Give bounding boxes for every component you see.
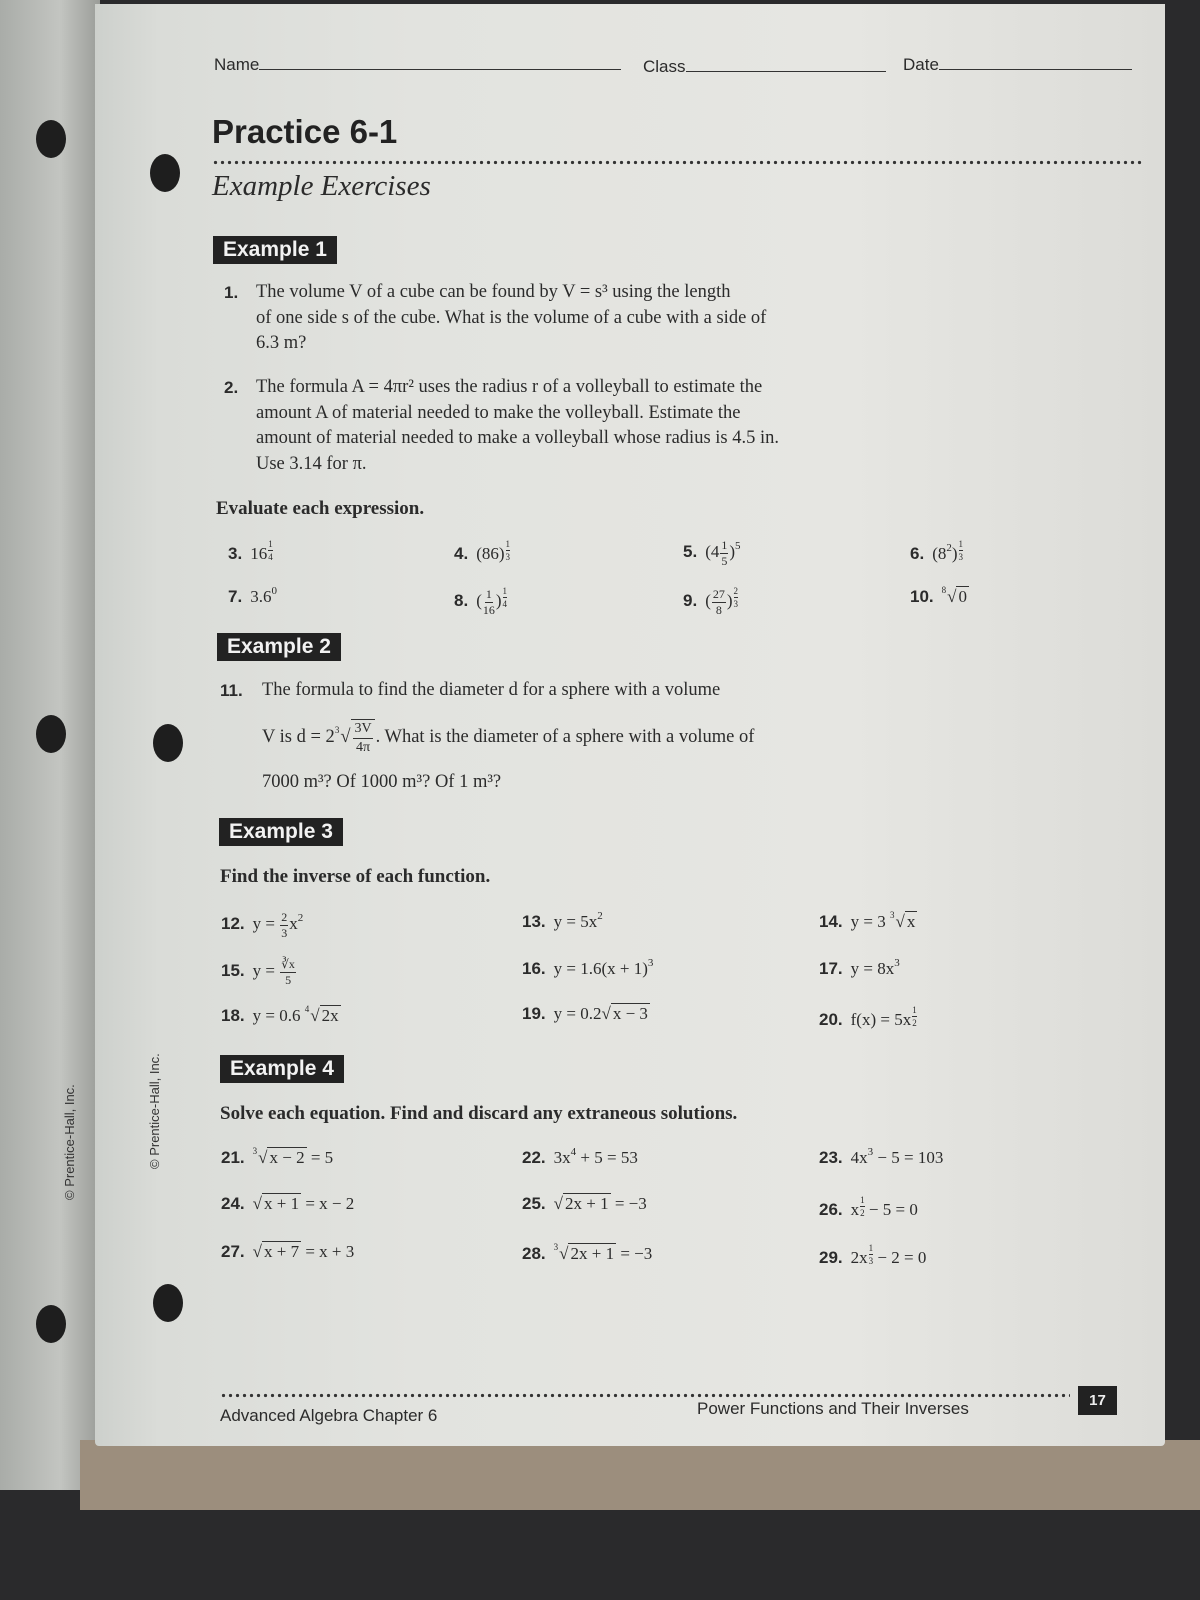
expr-text: ) [951, 544, 958, 563]
exercise-number: 17. [819, 959, 843, 978]
question-11-line2 [262, 718, 754, 757]
exercise-item [819, 957, 900, 979]
expression [252, 910, 304, 940]
date-label: Date [903, 55, 939, 74]
numerator: 1 [505, 539, 511, 549]
expression [250, 587, 277, 606]
radical-sign-icon: √ [258, 1148, 268, 1167]
radical-sign-icon: √ [947, 587, 957, 606]
page-copyright: © Prentice-Hall, Inc. [147, 1053, 162, 1169]
exercise-item [683, 538, 741, 569]
example-3-label: Example 3 [219, 818, 343, 846]
fractional-exponent [912, 1004, 917, 1029]
exercise-item [819, 1004, 917, 1030]
question-2-text [256, 375, 779, 477]
radicand: x − 2 [269, 1148, 305, 1167]
footer-chapter: Power Functions and Their Inverses [697, 1399, 969, 1418]
exercise-number: 21. [221, 1148, 245, 1167]
radicand: 2x + 1 [564, 1194, 609, 1213]
expr-text: ( [705, 591, 711, 610]
exercise-item [522, 1194, 647, 1214]
expr-text: = x − 2 [301, 1194, 355, 1213]
exercise-item [522, 1004, 650, 1024]
solve-instruction: Solve each equation. Find and discard any extraneous solutions. [220, 1103, 738, 1124]
radical-sign-icon: √ [340, 727, 351, 747]
fractional-exponent [959, 538, 964, 563]
inverse-instruction: Find the inverse of each function. [220, 866, 491, 887]
numerator: 1 [485, 586, 492, 601]
cover-copyright: © Prentice-Hall, Inc. [62, 1084, 77, 1200]
numerator: 2 [281, 910, 288, 924]
radical [601, 1004, 649, 1023]
radicand: 0 [958, 587, 967, 606]
radical-sign-icon: √ [553, 1194, 563, 1213]
radical [253, 1148, 307, 1167]
expr-text: = −3 [610, 1194, 647, 1213]
expr-text: = x + 3 [301, 1242, 355, 1261]
exercise-number: 15. [221, 961, 245, 981]
expression [851, 912, 918, 931]
exponent: 5 [735, 540, 741, 553]
fractional-exponent [734, 585, 739, 610]
exercise-item [819, 910, 917, 932]
page-hole [153, 1284, 183, 1322]
expression [932, 539, 964, 563]
expression [851, 1148, 944, 1167]
expr-text: = −3 [616, 1244, 653, 1263]
expr-text: y = 5x [553, 912, 598, 931]
expr-text: − 5 = 103 [873, 1148, 944, 1167]
exercise-number: 4. [454, 544, 469, 563]
expr-text: ) [495, 591, 502, 610]
exponent: 4 [570, 1146, 577, 1158]
exercise-item [228, 585, 277, 607]
exercise-number: 13. [522, 912, 546, 931]
expr-text: 3x [553, 1148, 571, 1167]
expr-text: − 2 = 0 [873, 1248, 927, 1267]
exercise-item [221, 910, 303, 941]
exercise-number: 19. [522, 1004, 546, 1023]
expression [554, 1004, 650, 1023]
numerator: 1 [860, 1195, 865, 1205]
fraction [280, 957, 296, 988]
denominator: 4 [268, 552, 273, 562]
expr-text: x [850, 1200, 860, 1219]
exercise-number: 29. [819, 1248, 843, 1267]
expression [252, 957, 297, 987]
exercise-number: 26. [819, 1200, 843, 1219]
exercise-number: 28. [522, 1244, 546, 1263]
page-hole [150, 154, 180, 192]
expr-text: − 5 = 0 [864, 1200, 918, 1219]
page-subtitle: Example Exercises [212, 170, 431, 202]
footer-divider [220, 1393, 1070, 1398]
exercise-item [819, 1146, 943, 1168]
binder-hole [36, 120, 66, 158]
radical-sign-icon: √ [252, 1194, 262, 1213]
expr-text: = 5 [306, 1148, 334, 1167]
numerator: 27 [712, 586, 725, 601]
denominator: 3 [958, 552, 964, 562]
question-11-line1: The formula to find the diameter d for a sphere with a volume [262, 680, 721, 700]
page-title: Practice 6-1 [212, 113, 398, 150]
root-index: 4 [304, 1004, 310, 1014]
root-index: 8 [941, 585, 947, 595]
class-field[interactable] [643, 57, 886, 77]
denominator: 2 [912, 1018, 917, 1028]
exercise-number: 10. [910, 587, 934, 606]
text: V is d = 2 [262, 727, 335, 747]
expression [942, 587, 969, 606]
radicand: x − 3 [612, 1004, 648, 1023]
denominator: 16 [482, 602, 495, 617]
exponent: 3 [867, 1146, 874, 1158]
question-1-text [256, 280, 766, 357]
text: . What is the diameter of a sphere with a volume of [375, 727, 755, 747]
fractional-exponent [503, 585, 508, 610]
denominator: 4 [502, 599, 508, 609]
example-1-label: Example 1 [213, 236, 337, 264]
exercise-number: 6. [910, 544, 925, 563]
radical [554, 1194, 611, 1213]
root-index: 3 [252, 1146, 258, 1156]
numerator: 1 [868, 1243, 874, 1253]
radicand: x [906, 912, 916, 931]
expr-text: + 5 = 53 [576, 1148, 638, 1167]
radical [253, 1194, 301, 1213]
expr-text: 2x [850, 1248, 868, 1267]
denominator: 3 [281, 926, 288, 940]
expression [554, 1244, 653, 1263]
exercise-item [522, 957, 653, 979]
radical [890, 912, 917, 931]
expr-text: y = [252, 914, 280, 934]
expression [253, 1242, 355, 1261]
exercise-number: 5. [683, 542, 698, 562]
denominator: 4π [355, 739, 371, 755]
exponent: 2 [597, 910, 603, 922]
exponent: 2 [946, 542, 952, 554]
date-field[interactable] [903, 55, 1132, 75]
numerator: 1 [502, 586, 508, 596]
expression [554, 1148, 638, 1167]
expr-text: 16 [250, 544, 268, 563]
fractional-exponent [268, 538, 273, 563]
expr-text: 3.6 [250, 587, 272, 606]
title-divider [212, 160, 1142, 165]
question-number: 2. [224, 378, 239, 397]
question-11-line3: 7000 m³? Of 1000 m³? Of 1 m³? [262, 772, 502, 792]
radical-sign-icon: √ [310, 1006, 320, 1025]
expression [705, 586, 739, 617]
exercise-number: 23. [819, 1148, 843, 1167]
exercise-item [522, 1146, 638, 1168]
exercise-item [819, 1194, 918, 1220]
exercise-number: 7. [228, 587, 243, 606]
exponent: 3 [894, 957, 900, 969]
exercise-item [221, 1194, 354, 1214]
exercise-number: 9. [683, 591, 698, 610]
exercise-item [522, 910, 603, 932]
exponent: 0 [271, 585, 277, 597]
expr-text: y = 3 [850, 912, 890, 931]
expression [476, 539, 511, 563]
numerator: 1 [268, 539, 273, 549]
expression [850, 1195, 918, 1219]
denominator: 2 [860, 1208, 865, 1218]
radicand: x + 1 [263, 1194, 300, 1213]
example-2-label: Example 2 [217, 633, 341, 661]
denominator: 5 [285, 973, 292, 987]
text-line: amount of material needed to make a volleyball whose radius is 4.5 in. [256, 428, 779, 448]
exponent: 3 [647, 957, 654, 969]
question-2 [224, 375, 246, 402]
expr-text: ) [726, 591, 733, 610]
question-1 [224, 280, 246, 307]
fraction [720, 538, 728, 569]
expr-text: y = 0.6 [252, 1006, 305, 1025]
expr-text: y = 0.2 [553, 1004, 602, 1023]
exercise-number: 22. [522, 1148, 546, 1167]
denominator: 3 [733, 599, 739, 609]
expr-text: y = 1.6(x + 1) [553, 959, 648, 978]
expr-text: (86) [476, 544, 505, 563]
text-line: The volume V of a cube can be found by V = s³ using the length [256, 282, 731, 302]
page-hole [153, 724, 183, 762]
fraction [712, 587, 726, 618]
expr-text: x [289, 914, 298, 934]
exercise-number: 3. [228, 544, 243, 563]
root-index: 3 [889, 910, 895, 920]
expr-text: y = 8x [850, 959, 895, 978]
fraction [483, 587, 495, 618]
exercise-item [221, 1242, 354, 1262]
binder-hole [36, 715, 66, 753]
text-line: 6.3 m? [256, 333, 307, 353]
exercise-item [221, 1004, 341, 1026]
denominator: 3 [868, 1256, 874, 1266]
exercise-item [819, 1242, 926, 1268]
radical [554, 1244, 616, 1263]
exercise-item [910, 585, 969, 607]
name-label: Name [214, 55, 260, 74]
expr-text: y = [252, 961, 280, 981]
expression [250, 539, 273, 563]
exercise-number: 20. [819, 1010, 843, 1029]
fraction [280, 910, 288, 941]
numerator: 2 [733, 586, 739, 596]
radical-sign-icon: √ [601, 1004, 611, 1023]
expr-text: 4x [850, 1148, 868, 1167]
radical-sign-icon: √ [559, 1244, 569, 1263]
expression [476, 586, 508, 617]
exercise-item [522, 1242, 652, 1264]
denominator: 8 [715, 602, 722, 617]
exercise-number: 27. [221, 1242, 245, 1261]
table-edge [80, 1440, 1200, 1510]
expr-text: ) [729, 542, 736, 562]
exponent: 2 [297, 912, 304, 925]
example-4-label: Example 4 [220, 1055, 344, 1083]
radical [305, 1006, 341, 1025]
footer-book: Advanced Algebra Chapter 6 [220, 1406, 438, 1425]
numerator: 1 [912, 1005, 917, 1015]
numerator: ∛x [281, 957, 295, 971]
exercise-number: 25. [522, 1194, 546, 1213]
text-line: The formula A = 4πr² uses the radius r of a volleyball to estimate the [256, 377, 763, 397]
expression [253, 1148, 334, 1167]
expression [554, 959, 654, 978]
question-number: 11. [220, 681, 243, 700]
exercise-item [454, 585, 507, 618]
expression [554, 912, 603, 931]
root-fraction [351, 719, 374, 757]
numerator: 3V [353, 720, 372, 739]
exercise-item [910, 538, 963, 564]
expression [851, 959, 900, 978]
radical [942, 587, 969, 606]
expr-text: (8 [932, 544, 947, 563]
fractional-exponent [506, 538, 511, 563]
exercise-item [228, 538, 273, 564]
denominator: 3 [505, 552, 511, 562]
exercise-number: 14. [819, 912, 843, 931]
expression [253, 1006, 341, 1025]
radical-sign-icon: √ [895, 912, 905, 931]
numerator: 1 [958, 539, 964, 549]
exercise-item [683, 585, 738, 618]
denominator: 5 [721, 554, 728, 568]
text-line: amount A of material needed to make the volleyball. Estimate the [256, 402, 741, 423]
expression [253, 1194, 355, 1213]
expr-text: (4 [705, 542, 720, 562]
exercise-number: 8. [454, 591, 469, 610]
question-11 [220, 678, 251, 705]
expression [850, 1005, 917, 1029]
expr-text: ( [476, 591, 482, 610]
expression [554, 1194, 647, 1213]
exercise-item [454, 538, 510, 564]
binder-hole [36, 1305, 66, 1343]
root-index: 3 [334, 725, 340, 735]
expression [705, 538, 741, 568]
cube-root [334, 720, 376, 755]
expression [850, 1243, 927, 1267]
exercise-number: 16. [522, 959, 546, 978]
radical [253, 1242, 301, 1261]
exercise-item [221, 957, 297, 988]
numerator: 1 [721, 538, 728, 552]
radicand: x + 7 [263, 1242, 300, 1261]
exercise-item [221, 1146, 333, 1168]
radical-sign-icon: √ [252, 1242, 262, 1261]
question-number: 1. [224, 283, 239, 302]
exercise-number: 12. [221, 914, 245, 934]
expr-text: f(x) = 5x [850, 1010, 912, 1029]
text-line: of one side s of the cube. What is the volume of a cube with a side of [256, 307, 767, 328]
exercise-number: 24. [221, 1194, 245, 1213]
name-field[interactable] [214, 55, 621, 75]
page-number: 17 [1078, 1386, 1117, 1415]
radicand: 2x + 1 [570, 1244, 615, 1263]
radicand: 2x [321, 1006, 339, 1025]
class-label: Class [643, 57, 686, 76]
root-index: 3 [553, 1242, 559, 1252]
exercise-number: 18. [221, 1006, 245, 1025]
evaluate-instruction: Evaluate each expression. [216, 498, 425, 519]
text-line: Use 3.14 for π. [256, 453, 367, 474]
